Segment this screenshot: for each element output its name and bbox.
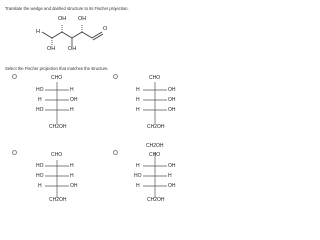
- option-b-r2-left: H: [136, 97, 140, 103]
- option-d-bottom: CH2OH: [147, 197, 165, 203]
- option-c-r2-right: H: [70, 173, 74, 179]
- oh-bottom-left: OH: [47, 46, 56, 52]
- question-text: Translate the wedge and dashed structure to its Fischer projection.: [5, 6, 129, 11]
- option-a-r1-left: HO: [36, 87, 44, 93]
- option-a-top: CHO: [51, 75, 63, 81]
- option-a-bottom: CH2OH: [49, 124, 67, 130]
- option-b-bottom: CH2OH: [147, 124, 165, 130]
- option-c-bottom: CH2OH: [49, 197, 67, 203]
- option-a-r2-right: OH: [70, 97, 78, 103]
- option-a-r3-right: H: [70, 107, 74, 113]
- oh-top-left: OH: [58, 16, 67, 22]
- option-c-r1-right: H: [70, 163, 74, 169]
- option-b-r2-right: OH: [168, 97, 176, 103]
- option-d-r3-right: OH: [168, 183, 176, 189]
- option-d-r2-left: HO: [134, 173, 142, 179]
- option-c-r2-left: HO: [36, 173, 44, 179]
- h-left-end: H: [36, 29, 40, 35]
- option-a-r2-left: H: [38, 97, 42, 103]
- oh-top-right: OH: [78, 16, 87, 22]
- option-b-r1-right: OH: [168, 87, 176, 93]
- option-b-r3-right: OH: [168, 107, 176, 113]
- option-d-radio[interactable]: [113, 150, 118, 155]
- option-b-r1-left: H: [136, 87, 140, 93]
- option-a-r1-right: H: [70, 87, 74, 93]
- oh-bottom-right: OH: [68, 46, 77, 52]
- option-b-top: CHO: [149, 75, 161, 81]
- option-d-r1-left: H: [136, 163, 140, 169]
- option-b-r3-left: H: [136, 107, 140, 113]
- option-d-r3-left: H: [136, 183, 140, 189]
- option-d-r1-right: OH: [168, 163, 176, 169]
- option-d-r2-right: H: [168, 173, 172, 179]
- option-c-top: CHO: [51, 152, 63, 158]
- option-c-r3-right: OH: [70, 183, 78, 189]
- option-c-r3-left: H: [38, 183, 42, 189]
- option-d-top: CHO: [149, 152, 161, 158]
- option-a-r3-left: HO: [36, 107, 44, 113]
- o-aldehyde: O: [103, 26, 108, 32]
- instruction-text: Select the Fischer projection that matches the structure.: [5, 66, 109, 71]
- option-d-top-extra: CH2OH: [146, 143, 164, 149]
- option-b-radio[interactable]: [113, 74, 118, 79]
- option-c-radio[interactable]: [12, 150, 17, 155]
- option-c-r1-left: HO: [36, 163, 44, 169]
